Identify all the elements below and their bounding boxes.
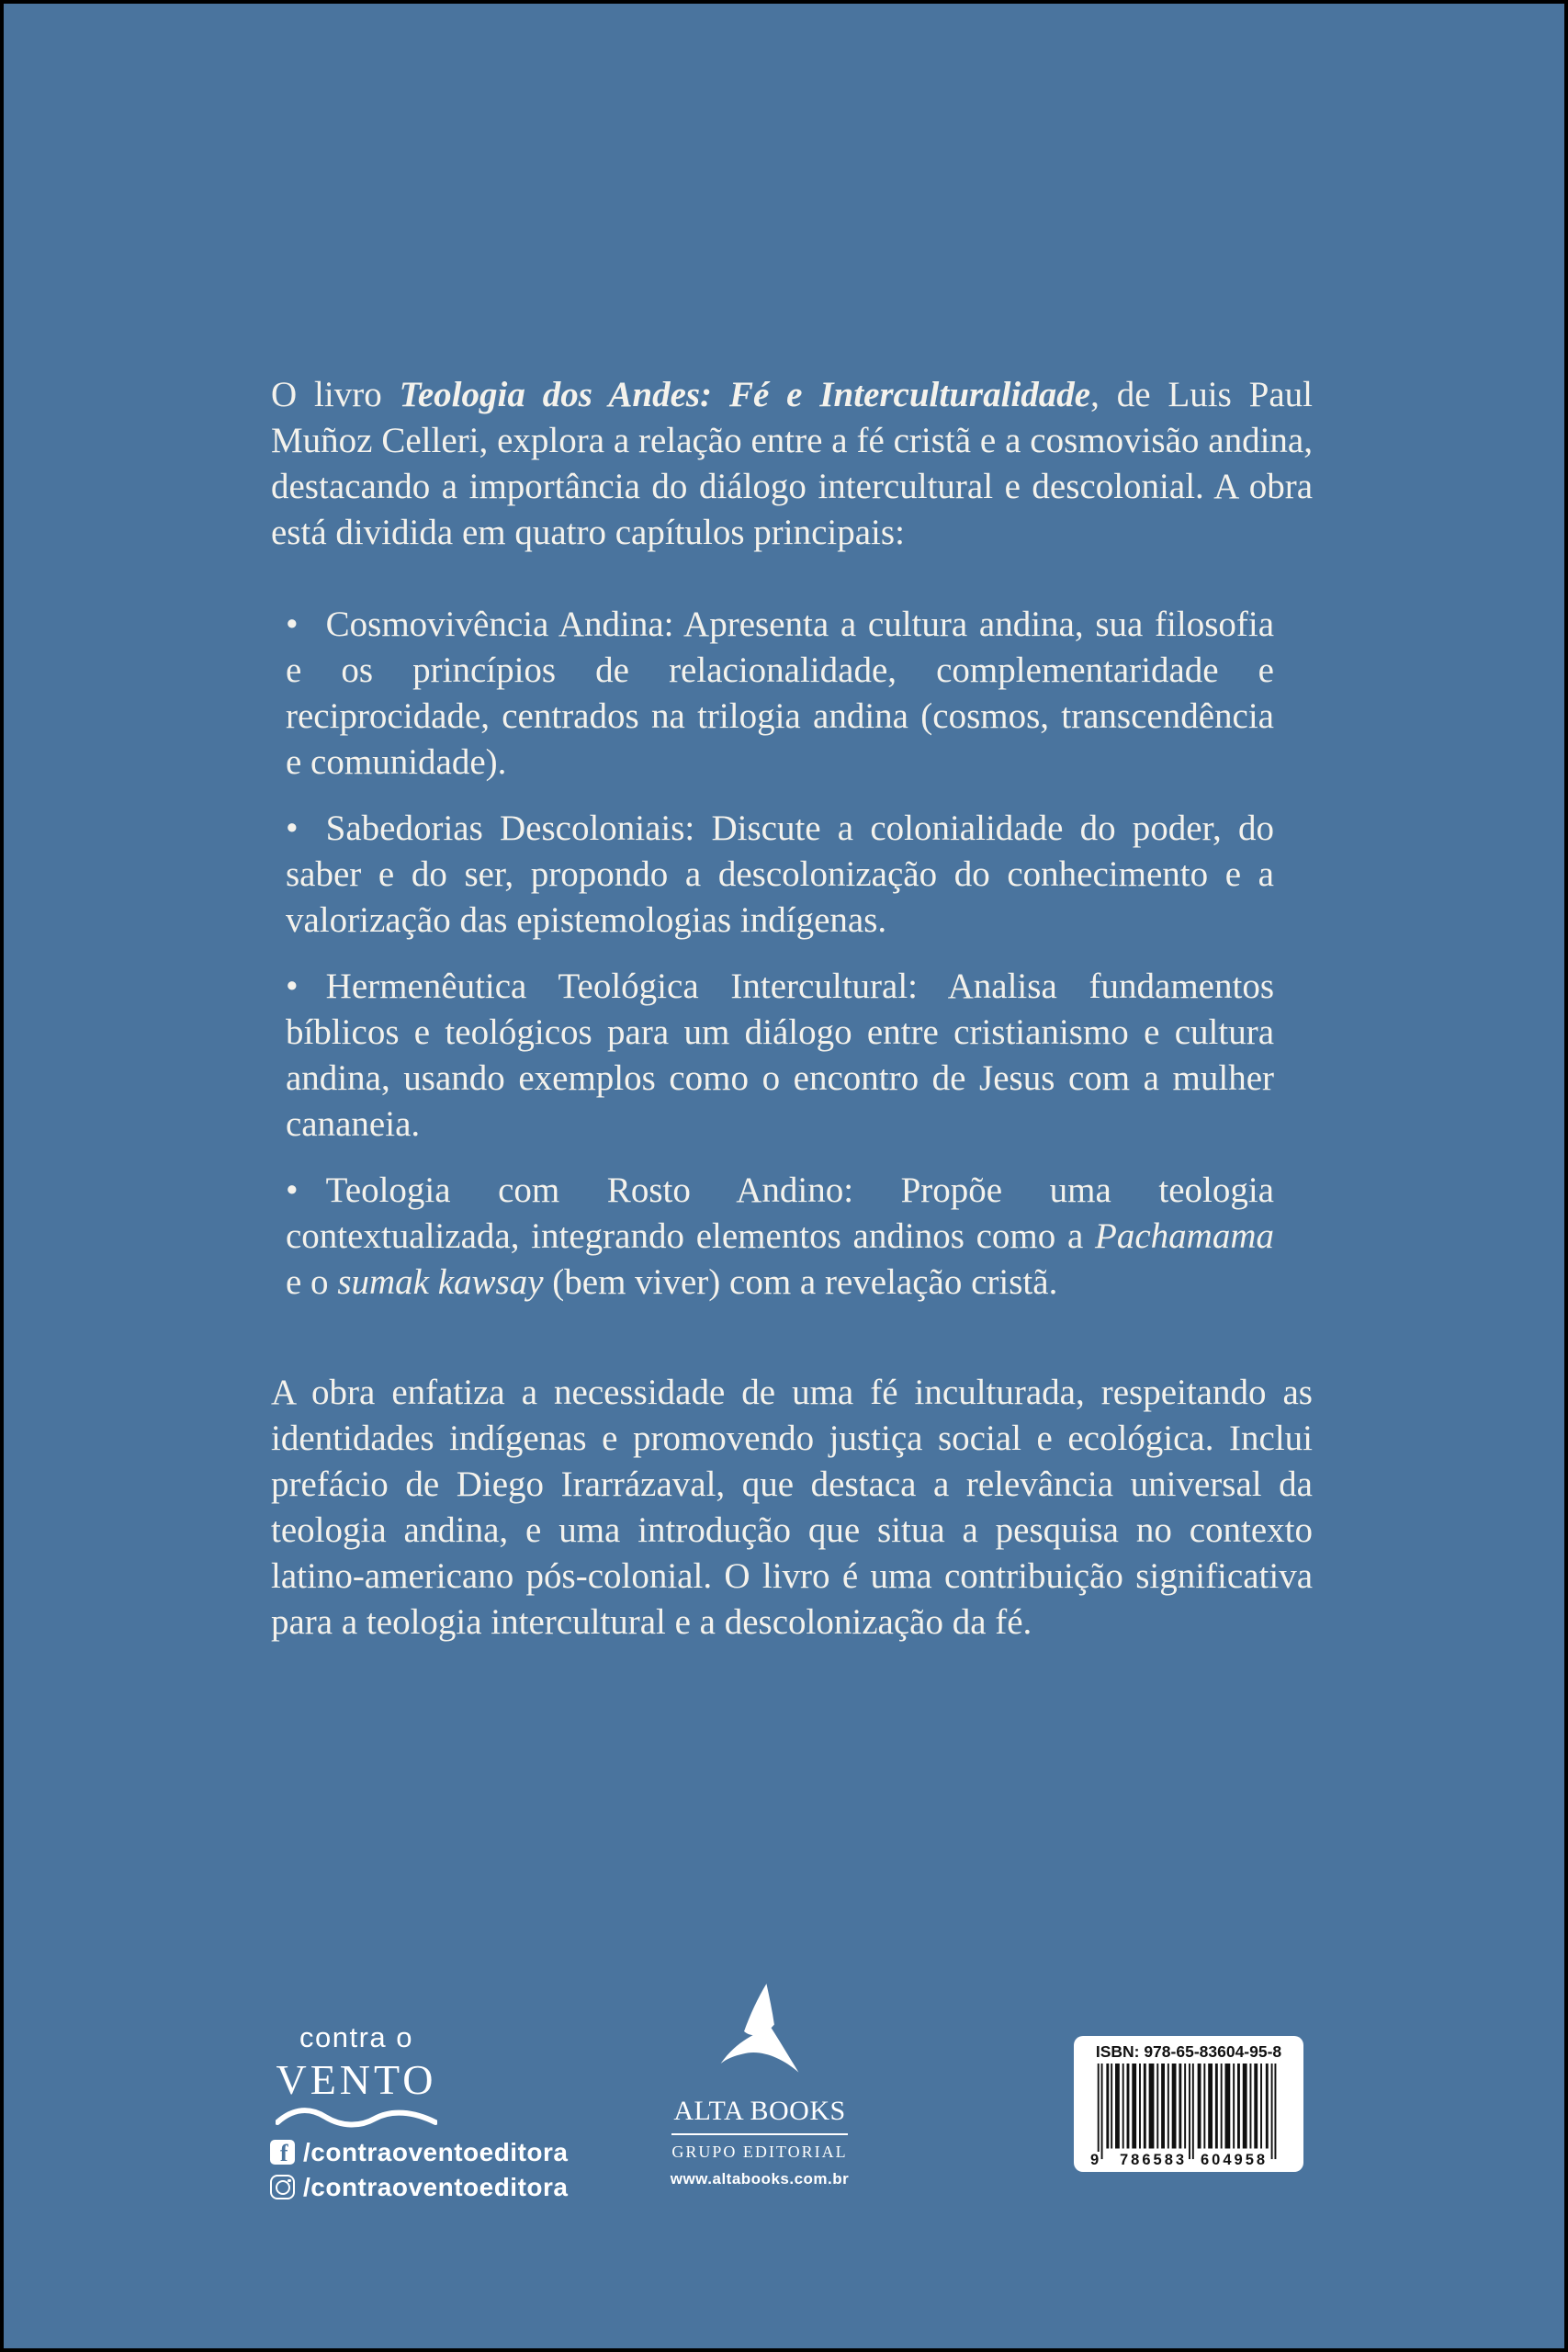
chapter-item: [286, 602, 1274, 786]
alta-books-subtitle: GRUPO EDITORIAL: [671, 2143, 848, 2161]
isbn-digit-left: 9: [1090, 2152, 1100, 2168]
alta-books-name: ALTA BOOKS: [673, 2096, 846, 2126]
bullet-glyph: •: [286, 605, 299, 644]
contra-o-vento-logo: [233, 2021, 569, 2202]
wave-icon: [276, 2106, 437, 2130]
chapter-text: Teologia com Rosto Andino: Propõe uma teologia contextualizada, integrando elementos andinos como a Pachamama e o sumak kawsay (bem viver) com a revelação cristã.: [286, 1170, 1274, 1302]
isbn-barcode: [1074, 2036, 1303, 2172]
alta-books-divider: [671, 2133, 848, 2135]
imprint-name-top: contra o: [299, 2021, 413, 2053]
synopsis-block: [271, 372, 1313, 1645]
alta-books-logo: [665, 1979, 854, 2188]
alta-books-website: www.altabooks.com.br: [670, 2170, 850, 2188]
bullet-glyph: •: [286, 967, 299, 1006]
bullet-glyph: •: [286, 808, 299, 848]
isbn-label: ISBN: 978-65-83604-95-8: [1095, 2042, 1282, 2061]
chapter-text: Sabedorias Descoloniais: Discute a colonialidade do poder, do saber e do ser, propondo a descolonização do conhecimento e a valorização das epistemologias indígenas.: [286, 808, 1274, 940]
isbn-digit-group1: 786583: [1120, 2152, 1188, 2168]
intro-paragraph: O livro Teologia dos Andes: Fé e Interculturalidade, de Luis Paul Muñoz Celleri, explora a relação entre a fé cristã e a cosmovisão andina, destacando a importância do diálogo intercultural e descolonial. A obra está dividida em quatro capítulos principais:: [271, 375, 1313, 552]
closing-paragraph: A obra enfatiza a necessidade de uma fé inculturada, respeitando as identidades indígenas e promovendo justiça social e ecológica. Inclui prefácio de Diego Irarrázaval, que destaca a relevância universal da teologia andina, e uma introdução que situa a pesquisa no contexto latino-americano pós-colonial. O livro é uma contribuição significativa para a teologia intercultural e a descolonização da fé.: [271, 1373, 1313, 1642]
chapter-item: [286, 806, 1274, 944]
chapter-item: [286, 964, 1274, 1148]
instagram-row: [270, 2172, 569, 2202]
instagram-handle: /contraoventoeditora: [303, 2172, 569, 2201]
chapter-text: Hermenêutica Teológica Intercultural: Analisa fundamentos bíblicos e teológicos para um diálogo entre cristianismo e cultura andina, usando exemplos como o encontro de Jesus com a mulher cananeia.: [286, 967, 1274, 1144]
social-handles: [233, 2137, 569, 2202]
isbn-digit-group2: 604958: [1201, 2152, 1269, 2168]
barcode-bars-icon: [1087, 2064, 1291, 2161]
alta-books-mark-icon: [711, 1979, 808, 2082]
instagram-icon: [270, 2175, 295, 2199]
chapter-list: [286, 602, 1274, 1306]
facebook-handle: /contraoventoeditora: [303, 2137, 569, 2166]
facebook-row: [270, 2137, 569, 2167]
bullet-glyph: •: [286, 1170, 299, 1210]
facebook-icon: f: [270, 2140, 295, 2165]
imprint-name-main: VENTO: [276, 2056, 437, 2103]
chapter-item: [286, 1168, 1274, 1306]
chapter-text: Cosmovivência Andina: Apresenta a cultura andina, sua filosofia e os princípios de relacionalidade, complementaridade e reciprocidade, centrados na trilogia andina (cosmos, transcendência e comunidade).: [286, 605, 1274, 782]
